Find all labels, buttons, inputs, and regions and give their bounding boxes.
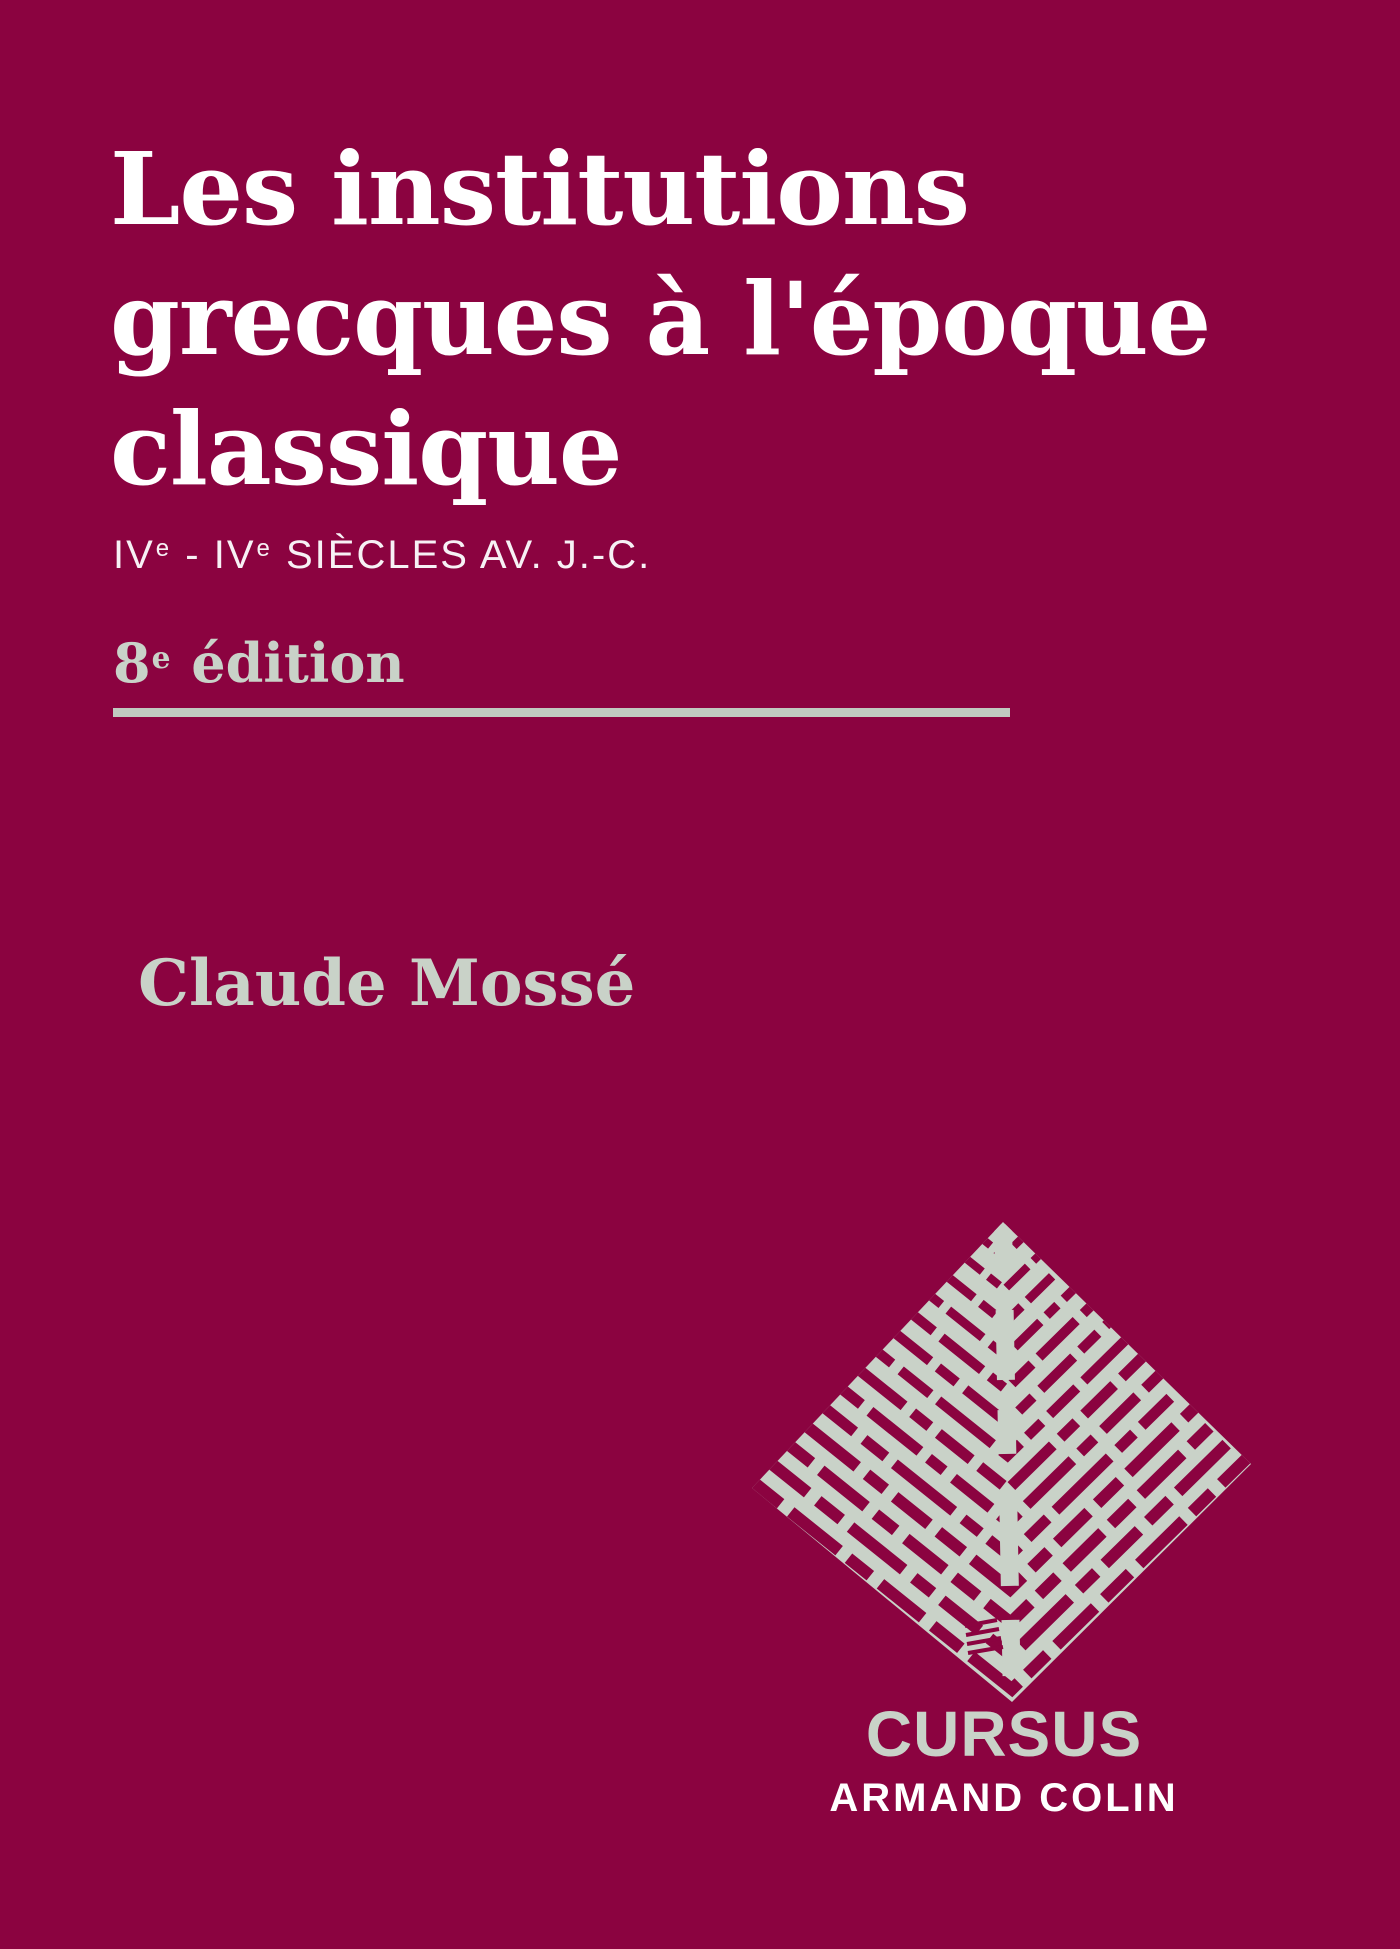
edition-label (113, 631, 405, 695)
collection-name: CURSUS (865, 1698, 1143, 1770)
edition-word: édition (172, 631, 405, 695)
author-name: Claude Mossé (138, 946, 636, 1021)
subtitle-roman-2: IV (213, 533, 256, 577)
subtitle-superscript-2: e (256, 534, 270, 562)
subtitle-rest: SIÈCLES AV. J.-C. (272, 533, 652, 577)
book-subtitle (113, 533, 651, 578)
horizontal-rule (113, 708, 1010, 717)
title-line-2: grecques à l'époque (110, 260, 1211, 378)
subtitle-superscript-1: e (155, 534, 170, 562)
book-title (110, 124, 1210, 514)
title-line-3: classique (110, 390, 622, 508)
publisher-name: ARMAND COLIN (829, 1776, 1179, 1820)
maze-pyramid-logo (750, 1218, 1258, 1708)
edition-ordinal-suffix: e (151, 640, 171, 676)
subtitle-roman-1: IV (113, 533, 155, 577)
edition-number: 8 (113, 631, 151, 695)
subtitle-separator: - (172, 533, 214, 577)
title-line-1: Les institutions (110, 130, 969, 248)
